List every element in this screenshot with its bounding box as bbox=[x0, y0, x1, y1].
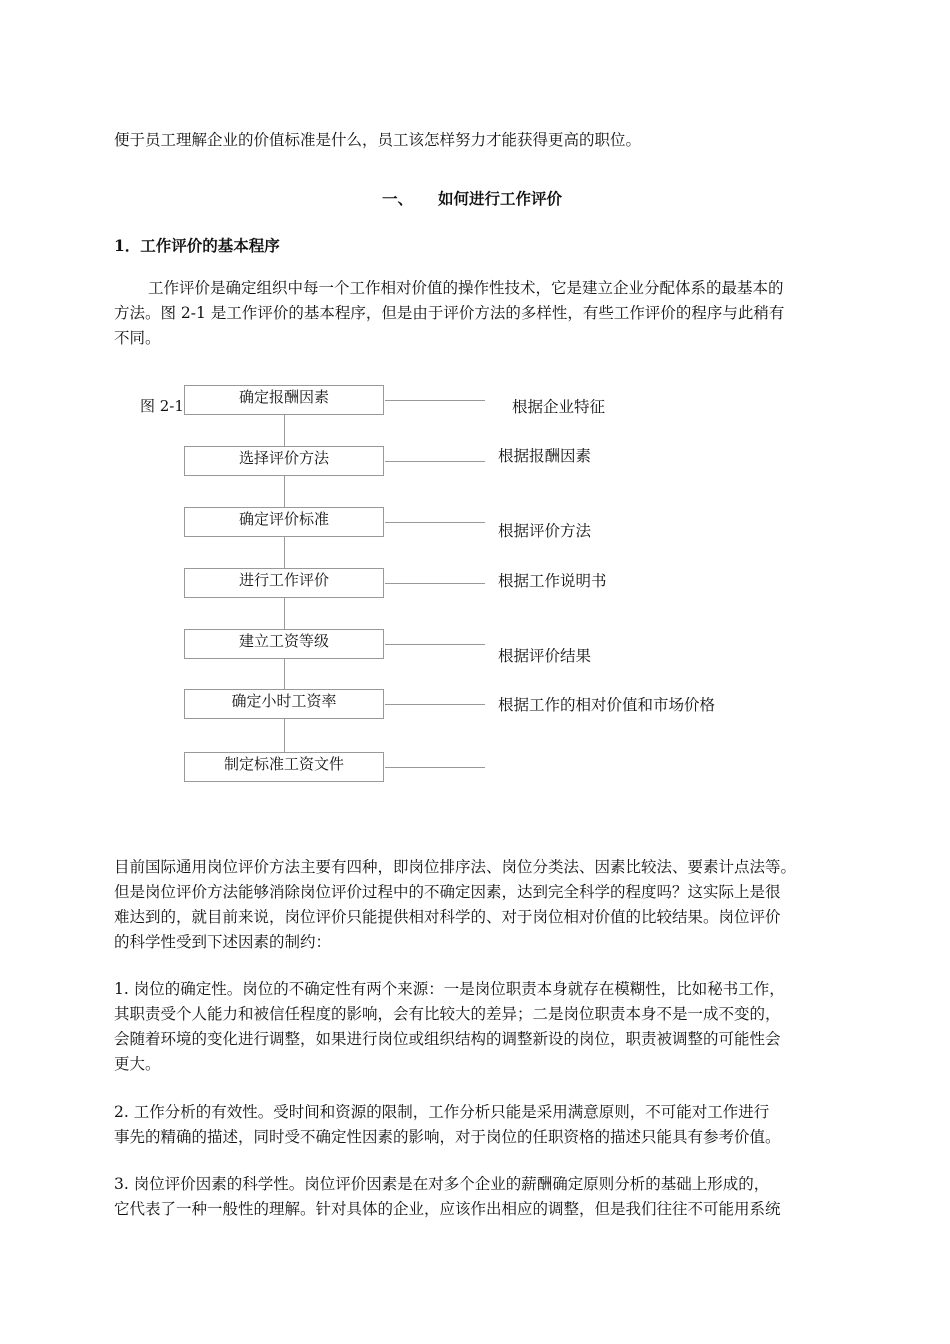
flow-side-line bbox=[385, 704, 485, 705]
flow-step-box: 建立工资等级 bbox=[184, 629, 384, 659]
flow-connector bbox=[284, 659, 285, 689]
flow-note: 根据评价方法 bbox=[498, 522, 592, 540]
item3-line: 它代表了一种一般性的理解。针对具体的企业，应该作出相应的调整，但是我们往往不可能用系统 bbox=[114, 1200, 781, 1218]
flow-side-line bbox=[385, 400, 485, 401]
paragraph2-line: 目前国际通用岗位评价方法主要有四种，即岗位排序法、岗位分类法、因素比较法、要素计点法等。 bbox=[114, 858, 797, 876]
section-number: 一、 bbox=[382, 189, 414, 208]
item1-line: 更大。 bbox=[114, 1055, 161, 1073]
figure-label: 图 2-1 bbox=[140, 397, 184, 415]
flow-connector bbox=[284, 476, 285, 508]
flow-note: 根据评价结果 bbox=[498, 647, 592, 665]
flow-side-line bbox=[385, 522, 485, 523]
flow-connector bbox=[284, 598, 285, 630]
flow-note: 根据工作的相对价值和市场价格 bbox=[498, 696, 716, 714]
item1-line: 会随着环境的变化进行调整，如果进行岗位或组织结构的调整新设的岗位，职责被调整的可能性会 bbox=[114, 1030, 781, 1048]
flow-connector bbox=[284, 718, 285, 752]
item1-line: 其职责受个人能力和被信任程度的影响，会有比较大的差异；二是岗位职责本身不是一成不变的， bbox=[114, 1005, 781, 1023]
flow-side-line bbox=[385, 767, 485, 768]
paragraph2-line: 但是岗位评价方法能够消除岗位评价过程中的不确定因素，达到完全科学的程度吗？这实际上是很 bbox=[114, 883, 781, 901]
item1-line: 1. 岗位的确定性。岗位的不确定性有两个来源：一是岗位职责本身就存在模糊性，比如秘书工作， bbox=[114, 980, 785, 998]
section-title: 如何进行工作评价 bbox=[438, 189, 563, 208]
item2-line: 事先的精确的描述，同时受不确定性因素的影响，对于岗位的任职资格的描述只能具有参考价值。 bbox=[114, 1128, 781, 1146]
item3-line: 3. 岗位评价因素的科学性。岗位评价因素是在对多个企业的薪酬确定原则分析的基础上形成的， bbox=[114, 1175, 770, 1193]
flow-step-box: 确定评价标准 bbox=[184, 507, 384, 537]
flow-step-box: 进行工作评价 bbox=[184, 568, 384, 598]
flow-note: 根据工作说明书 bbox=[498, 572, 607, 590]
flow-connector bbox=[284, 415, 285, 447]
flow-step-box: 制定标准工资文件 bbox=[184, 752, 384, 782]
flow-side-line bbox=[385, 583, 485, 584]
paragraph2-line: 难达到的，就目前来说，岗位评价只能提供相对科学的、对于岗位相对价值的比较结果。岗位评价 bbox=[114, 908, 781, 926]
paragraph1-line: 方法。图 2-1 是工作评价的基本程序，但是由于评价方法的多样性，有些工作评价的程序与此稍有 bbox=[114, 304, 785, 322]
item2-line: 2. 工作分析的有效性。受时间和资源的限制，工作分析只能是采用满意原则，不可能对工作进行 bbox=[114, 1103, 770, 1121]
flow-side-line bbox=[385, 461, 485, 462]
flow-step-box: 选择评价方法 bbox=[184, 446, 384, 476]
intro-line: 便于员工理解企业的价值标准是什么，员工该怎样努力才能获得更高的职位。 bbox=[114, 131, 642, 149]
flow-note: 根据企业特征 bbox=[512, 398, 606, 416]
flow-connector bbox=[284, 537, 285, 569]
subheading: 1．工作评价的基本程序 bbox=[114, 236, 280, 255]
flow-step-box: 确定报酬因素 bbox=[184, 385, 384, 415]
paragraph1-line: 工作评价是确定组织中每一个工作相对价值的操作性技术，它是建立企业分配体系的最基本的 bbox=[148, 279, 784, 297]
flow-side-line bbox=[385, 644, 485, 645]
flow-note: 根据报酬因素 bbox=[498, 447, 592, 465]
paragraph1-line: 不同。 bbox=[114, 329, 161, 347]
flow-step-box: 确定小时工资率 bbox=[184, 689, 384, 719]
paragraph2-line: 的科学性受到下述因素的制约： bbox=[114, 933, 332, 951]
